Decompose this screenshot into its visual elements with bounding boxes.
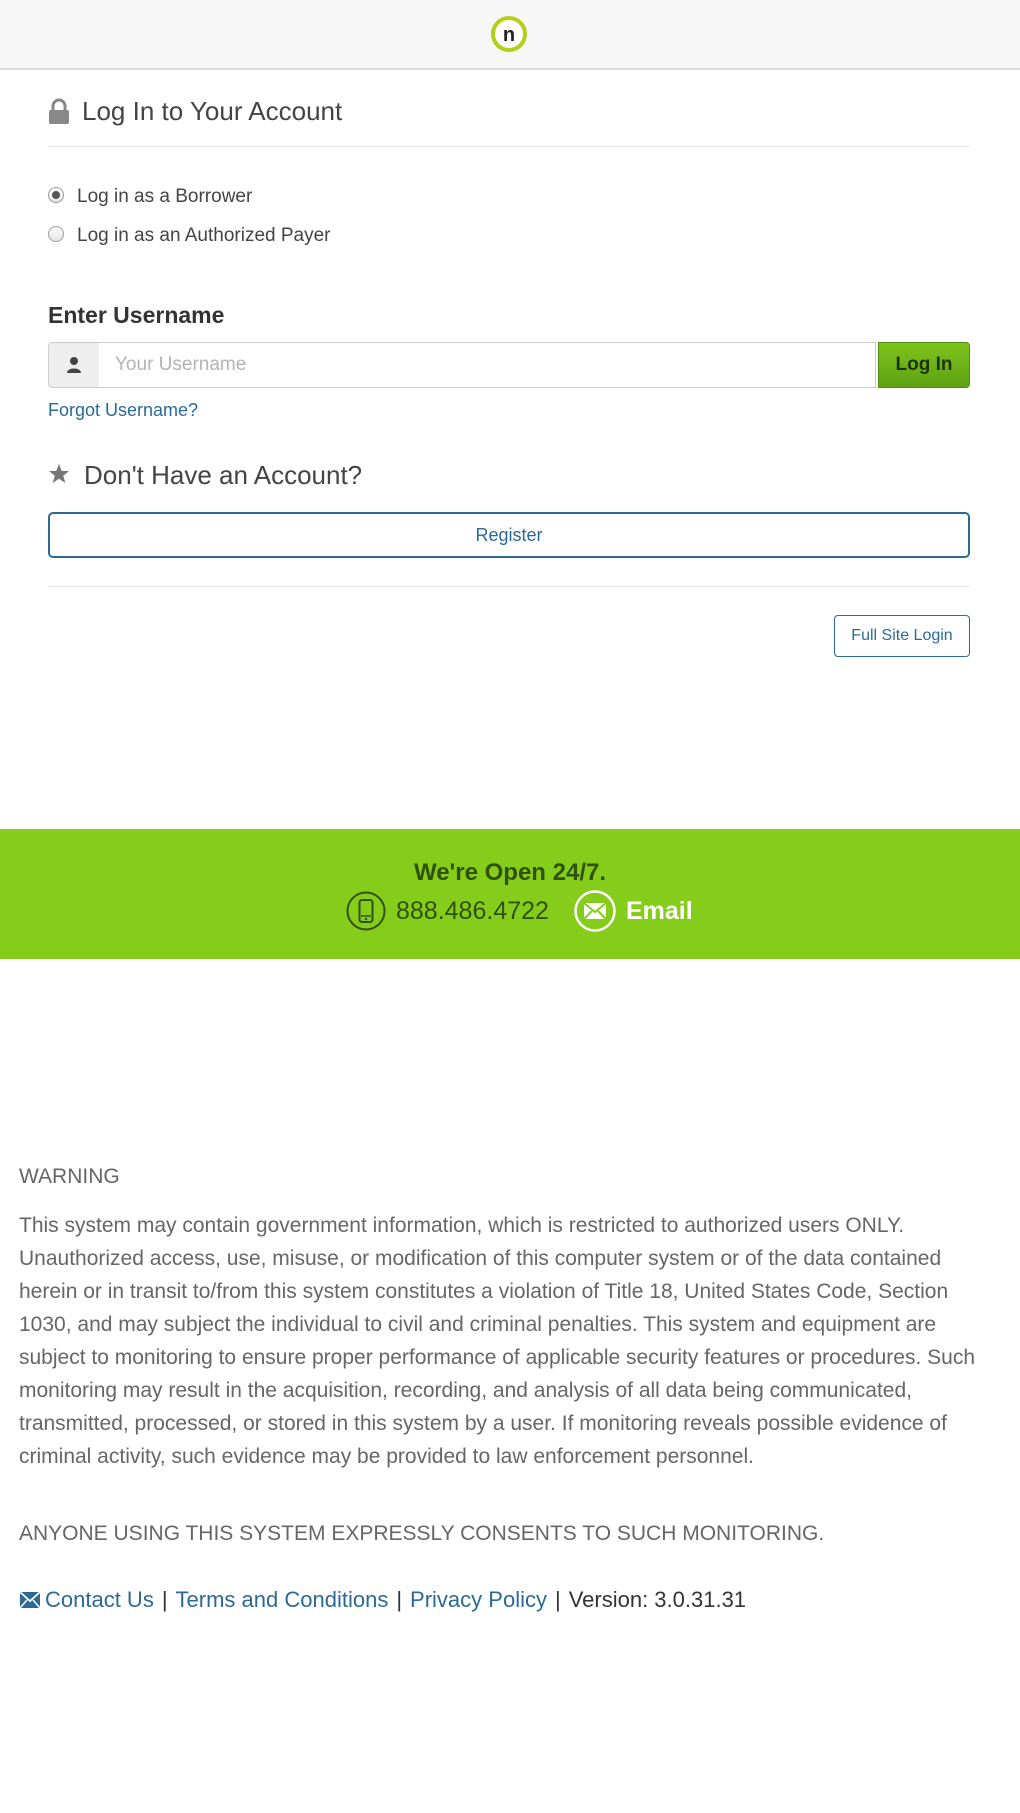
radio-button-borrower[interactable]: [48, 187, 64, 203]
top-bar: [0, 0, 1020, 70]
radio-borrower[interactable]: [48, 184, 252, 210]
open-hours-title: We're Open 24/7.: [413, 859, 606, 886]
lock-icon: [48, 98, 70, 126]
username-input-group: [48, 342, 970, 388]
radio-authorized-payer-label: Log in as an Authorized Payer: [77, 225, 331, 246]
page-title: Log In to Your Account: [82, 96, 343, 126]
contact-band: [0, 829, 1020, 959]
user-icon: [66, 356, 82, 374]
logo-letter: n: [502, 24, 516, 46]
username-label: Enter Username: [48, 302, 225, 328]
warning-title: WARNING: [19, 1165, 120, 1188]
privacy-link[interactable]: Privacy Policy: [410, 1587, 547, 1612]
separator: |: [396, 1587, 403, 1612]
login-button[interactable]: Log In: [878, 342, 970, 388]
terms-link[interactable]: Terms and Conditions: [175, 1587, 389, 1612]
envelope-icon: [19, 1591, 41, 1609]
contact-us-link[interactable]: [19, 1587, 154, 1612]
phone-icon: [346, 891, 386, 931]
separator: |: [161, 1587, 168, 1612]
phone-number[interactable]: 888.486.4722: [396, 896, 549, 925]
register-title: Don't Have an Account?: [84, 460, 363, 490]
envelope-icon: [574, 890, 616, 932]
star-icon: [48, 463, 70, 485]
separator: |: [554, 1587, 561, 1612]
radio-borrower-label: Log in as a Borrower: [77, 186, 253, 207]
radio-authorized-payer[interactable]: [48, 223, 331, 249]
version-text: Version: 3.0.31.31: [568, 1587, 747, 1612]
login-heading: [48, 94, 970, 147]
email-label[interactable]: Email: [626, 896, 693, 925]
phone-link[interactable]: [346, 891, 549, 931]
register-button[interactable]: Register: [48, 512, 970, 558]
full-site-login-button[interactable]: Full Site Login: [834, 615, 970, 657]
divider: [48, 586, 970, 587]
warning-consent: ANYONE USING THIS SYSTEM EXPRESSLY CONSENTS TO SUCH MONITORING.: [19, 1522, 825, 1545]
username-addon: [48, 342, 100, 388]
footer-links: [19, 1585, 746, 1615]
radio-button-authorized-payer[interactable]: [48, 226, 64, 242]
contact-us-label[interactable]: Contact Us: [45, 1587, 154, 1612]
warning-body: This system may contain government information, which is restricted to authorized users ONLY. Unauthorized access, use, misuse, or modification of this computer system or of the data contained herein or in transit to/from this system constitutes a violation of Title 18, United States Code, Section 1030, and may subject the individual to civil and criminal penalties. This system and equipment are subject to monitoring to ensure proper performance of applicable security features or procedures. Such monitoring may result in the acquisition, recording, and analysis of all data being communicated, transmitted, processed, or stored in this system by a user. If monitoring reveals possible evidence of criminal activity, such evidence may be provided to law enforcement personnel.: [19, 1214, 976, 1468]
logo-icon[interactable]: [491, 16, 527, 52]
email-link[interactable]: [574, 891, 693, 931]
forgot-username-link[interactable]: Forgot Username?: [48, 400, 199, 420]
username-input[interactable]: [99, 342, 876, 388]
